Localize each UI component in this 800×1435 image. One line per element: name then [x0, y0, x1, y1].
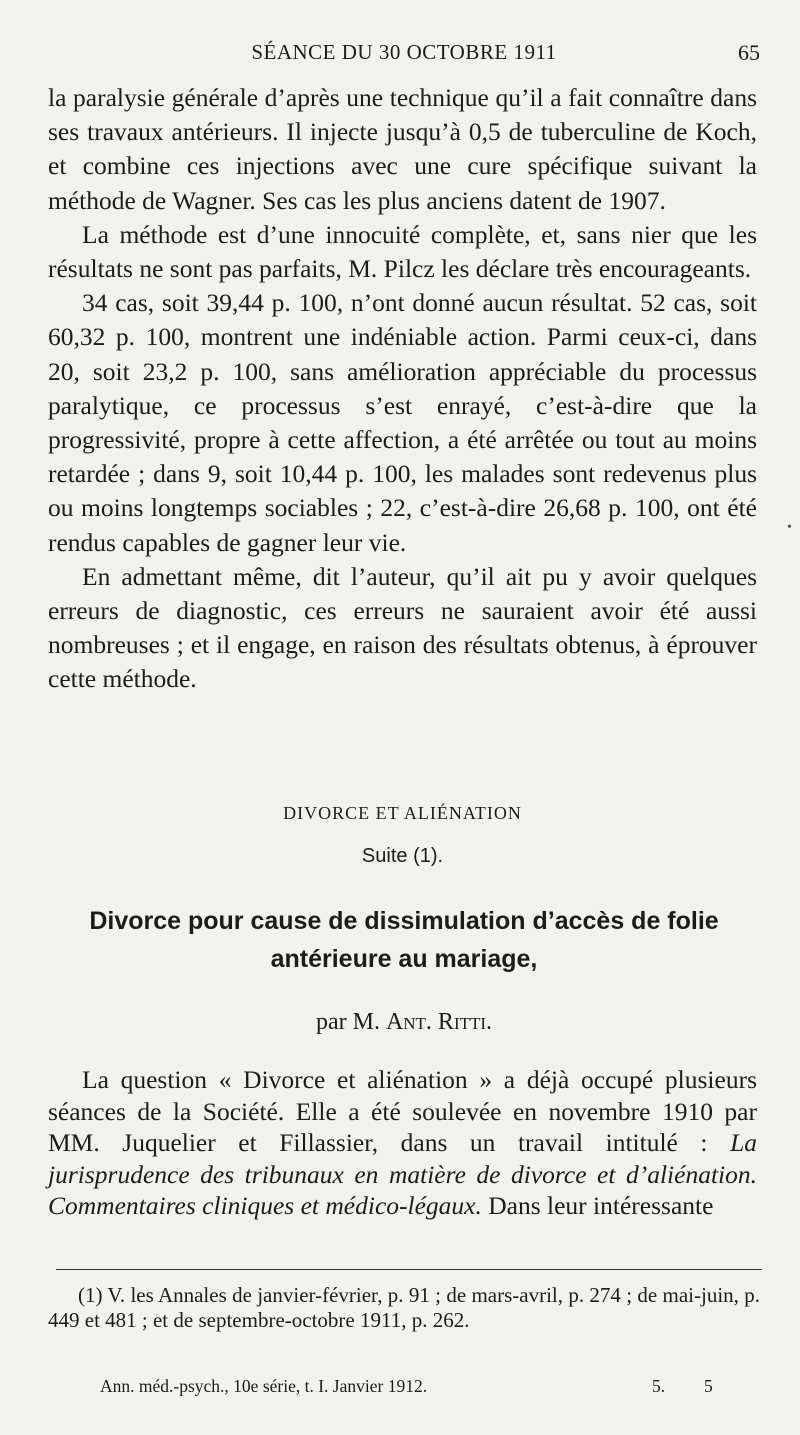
paragraph-text: Dans leur intéressante — [481, 1191, 714, 1220]
article-title: Divorce pour cause de dissimulation d’accès de folie antérieure au mariage, — [89, 907, 719, 973]
body-text — [48, 81, 757, 697]
section-heading: DIVORCE ET ALIÉNATION — [283, 803, 522, 823]
byline-prefix: par M. — [315, 1009, 380, 1035]
footnote-separator — [56, 1269, 762, 1270]
footnote — [48, 1283, 760, 1333]
byline — [48, 1009, 760, 1036]
paragraph-text: La question « Divorce et aliénation » a déjà occupé plusieurs séances de la Société. Elle a été soulevée en novembre 1910 par MM. Juquelier et Fillassier, dans un travail intitulé : — [48, 1065, 757, 1157]
paragraph: la paralysie générale d’après une technique qu’il a fait connaître dans ses travaux antérieurs. Il injecte jusqu’à 0,5 de tuberculine de Koch, et combine ces injections avec une cure spécifique suivant la méthode de Wagner. Ses cas les plus anciens datent de 1907. — [48, 83, 757, 215]
journal-reference: Ann. méd.-psych., 10e série, t. I. Janvier 1912. — [100, 1376, 428, 1396]
page-number: 65 — [738, 40, 760, 65]
footnote-text: (1) V. les Annales de janvier-février, p. 91 ; de mars-avril, p. 274 ; de mai-juin, p. 449 et 481 ; et de septembre-octobre 1911, p. 262. — [48, 1283, 760, 1332]
cited-title: La jurisprudence des tribunaux en matière de divorce et d’aliénation. Commentaires cliniques et médico-légaux. — [48, 1128, 757, 1220]
paragraph — [48, 1064, 757, 1222]
article-body — [48, 1064, 757, 1222]
running-title: SÉANCE DU 30 OCTOBRE 1911 — [251, 40, 557, 64]
page-header — [48, 40, 760, 70]
byline-author: Ant. Ritti. — [385, 1009, 493, 1035]
margin-dot: • — [787, 520, 792, 535]
signature-mark: 5. — [652, 1376, 666, 1396]
section-subheading: Suite (1). — [361, 845, 444, 867]
paragraph: 34 cas, soit 39,44 p. 100, n’ont donné aucun résultat. 52 cas, soit 60,32 p. 100, montrent une indéniable action. Parmi ceux-ci, dans 20, soit 23,2 p. 100, sans amélioration appréciable du processus paralytique, ce processus s’est enrayé, c’est-à-dire que la progressivité, propre à cette affection, a été arrêtée ou tout au moins retardée ; dans 9, soit 10,44 p. 100, les malades sont redevenus plus ou moins longtemps sociables ; 22, c’est-à-dire 26,68 p. 100, ont été rendus capables de gagner leur vie. — [48, 288, 757, 557]
signature-mark: 5 — [704, 1376, 713, 1396]
paragraph: La méthode est d’une innocuité complète, et, sans nier que les résultats ne sont pas parfaits, M. Pilcz les déclare très encourageants. — [48, 219, 757, 284]
paragraph: En admettant même, dit l’auteur, qu’il ait pu y avoir quelques erreurs de diagnostic, ces erreurs ne sauraient avoir été aussi nombreuses ; et il engage, en raison des résultats obtenus, à éprouver cette méthode. — [48, 561, 757, 694]
